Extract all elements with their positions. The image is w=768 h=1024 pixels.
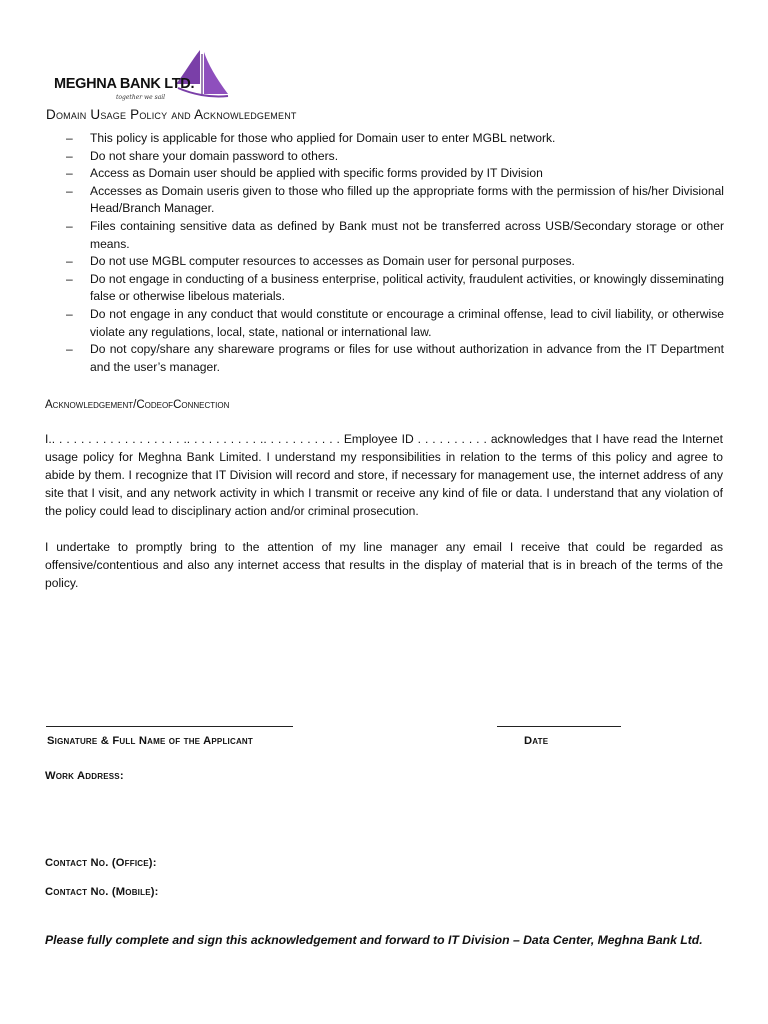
policy-item: – Do not engage in conducting of a business enterprise, political activity, fraudulent activities, or knowingly disseminating false or otherwise libelous materials. (66, 271, 724, 306)
policy-item: – Do not share your domain password to others. (66, 148, 724, 166)
ack-paragraph: I.. . . . . . . . . . . . . . . . . . .. . . . . . . . . . .. . . . . . . . . . . Employee ID . . . . . . . . . . acknowledges that I have read the Internet usage policy for Meghna Bank Limited. I understand my responsibilities in relation to the terms of this policy and agree to abide by them. I recognize that IT Division will record and store, if necessary for management use, the internet address of any site that I visit, and any network activity in which I transmit or receive any kind of file or data. I understand that any violation of the policy could lead to disciplinary action and/or criminal prosecution. (45, 432, 723, 518)
policy-item: – Do not engage in any conduct that would constitute or encourage a criminal offense, lead to civil liability, or otherwise violate any regulations, local, state, national or international law. (66, 306, 724, 341)
document-title: Domain Usage Policy and Acknowledgement (46, 107, 297, 122)
date-label: Date (524, 735, 549, 747)
work-address-label: Work Address: (45, 770, 124, 782)
date-line (497, 726, 621, 727)
contact-office-label: Contact No. (Office): (45, 857, 157, 869)
logo-tagline: together we sail (116, 94, 166, 101)
policy-item: – Do not use MGBL computer resources to accesses as Domain user for personal purposes. (66, 253, 724, 271)
contact-mobile-label: Contact No. (Mobile): (45, 886, 159, 898)
signature-label: Signature & Full Name of the Applicant (47, 735, 253, 747)
policy-list (66, 130, 724, 376)
policy-item: – Files containing sensitive data as defined by Bank must not be transferred across USB/Secondary storage or other means. (66, 218, 724, 253)
undertake-paragraph: I undertake to promptly bring to the attention of my line manager any email I receive that could be regarded as offensive/contentious and also any internet access that results in the display of material that is in breach of the terms of the policy. (45, 540, 723, 590)
policy-item: – Accesses as Domain useris given to those who filled up the appropriate forms with the permission of his/her Divisional Head/Branch Manager. (66, 183, 724, 218)
bank-logo (52, 46, 232, 106)
ack-heading: Acknowledgement/CodeofConnection (45, 399, 230, 411)
policy-item: – Access as Domain user should be applied with specific forms provided by IT Division (66, 165, 724, 183)
policy-item: – This policy is applicable for those who applied for Domain user to enter MGBL network. (66, 130, 724, 148)
policy-item: – Do not copy/share any shareware programs or files for use without authorization in advance from the IT Department and the user’s manager. (66, 341, 724, 376)
logo-name: MEGHNA BANK LTD. (54, 76, 195, 92)
footer-note: Please fully complete and sign this acknowledgement and forward to IT Division – Data Center, Meghna Bank Ltd. (45, 933, 703, 947)
signature-line (46, 726, 293, 727)
